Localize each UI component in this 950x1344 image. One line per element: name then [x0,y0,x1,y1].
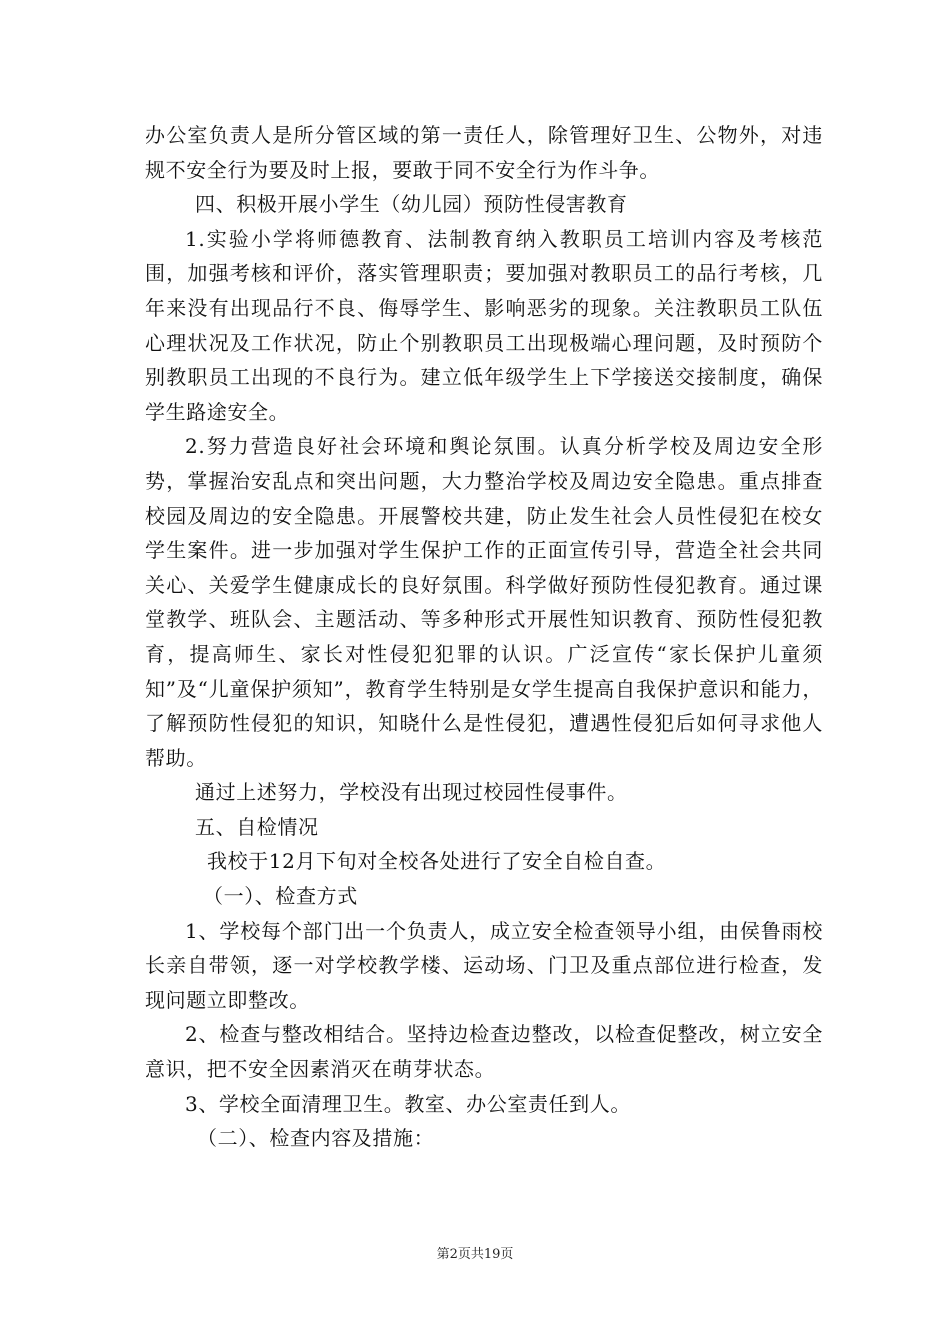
page-number-label: 第2页共19页 [436,1247,514,1262]
paragraph-method-3: 3、学校全面清理卫生。教室、办公室责任到人。 [185,1091,631,1116]
paragraph-item-2: 2.努力营造良好社会环境和舆论氛围。认真分析学校及周边安全形势，掌握治安乱点和突出问题，大力整治学校及周边安全隐患。重点排查校园及周边的安全隐患。开展警校共建，防止发生社会人员性侵犯在校女学生案件。进一步加强对学生保护工作的正面宣传引导，营造全社会共同关心、关爱学生健康成长的良好氛围。科学做好预防性侵犯教育。通过课堂教学、班队会、主题活动、等多种形式开展性知识教育、预防性侵犯教育，提高师生、家长对性侵犯犯罪的认识。广泛宣传“家长保护儿童须知”及“儿童保护须知”，教育学生特别是女学生提高自我保护意识和能力，了解预防性侵犯的知识，知晓什么是性侵犯，遭遇性侵犯后如何寻求他人帮助。 [145,434,823,770]
heading-check-method: （一）、检查方式 [203,884,358,909]
paragraph-method-2: 2、检查与整改相结合。坚持边检查边整改，以检查促整改，树立安全意识，把不安全因素消灭在萌芽状态。 [145,1022,823,1082]
heading-section-four: 四、积极开展小学生（幼儿园）预防性侵害教育 [195,192,628,217]
page-footer [0,1246,950,1264]
heading-check-content: （二）、检查内容及措施： [197,1126,435,1151]
heading-section-five: 五、自检情况 [195,814,319,839]
paragraph-self-check: 我校于12月下旬对全校各处进行了安全自检自查。 [207,849,667,874]
paragraph-method-1: 1、学校每个部门出一个负责人，成立安全检查领导小组，由侯鲁雨校长亲自带领，逐一对学校教学楼、运动场、门卫及重点部位进行检查，发现问题立即整改。 [145,918,823,1012]
paragraph-result: 通过上述努力，学校没有出现过校园性侵事件。 [195,780,628,805]
paragraph-item-1: 1.实验小学将师德教育、法制教育纳入教职员工培训内容及考核范围，加强考核和评价，落实管理职责；要加强对教职员工的品行考核，几年来没有出现品行不良、侮辱学生、影响恶劣的现象。关注教职员工队伍心理状况及工作状况，防止个别教职员工出现极端心理问题，及时预防个别教职员工出现的不良行为。建立低年级学生上下学接送交接制度，确保学生路途安全。 [145,226,823,424]
document-body [145,118,823,1156]
paragraph-office-responsibility: 办公室负责人是所分管区域的第一责任人，除管理好卫生、公物外，对违规不安全行为要及时上报，要敢于同不安全行为作斗争。 [145,123,823,182]
